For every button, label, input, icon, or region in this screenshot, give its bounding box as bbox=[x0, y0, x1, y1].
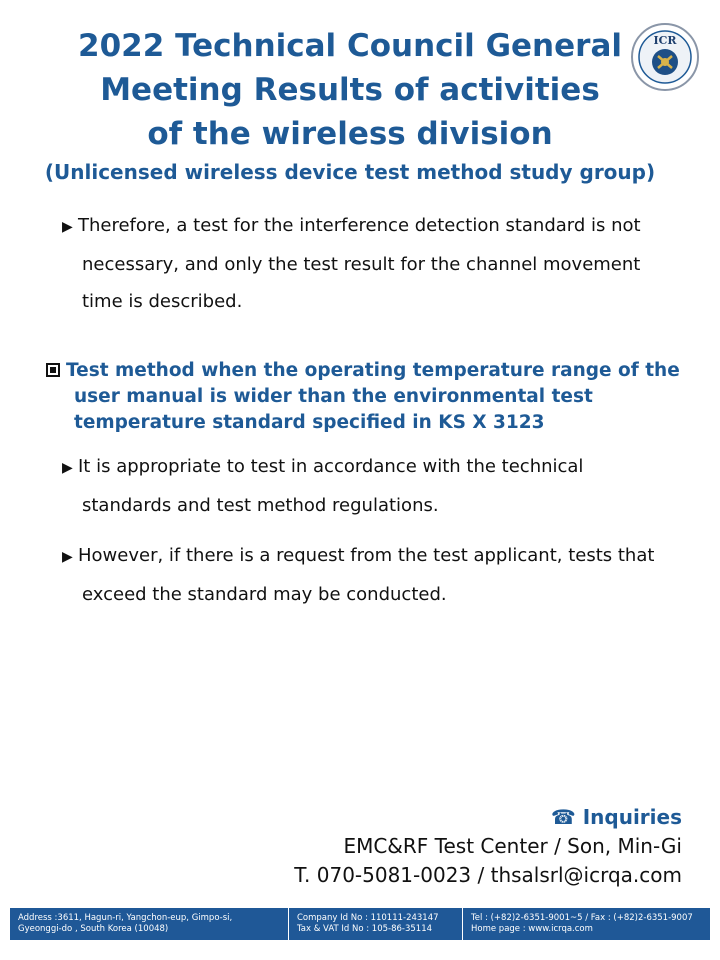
inquiry-block bbox=[294, 803, 682, 890]
footer-address-line-1: Address :3611, Hagun-ri, Yangchon-eup, Gimpo-si, bbox=[18, 913, 233, 923]
paragraph-2 bbox=[62, 448, 682, 524]
section-line-3: temperature standard specified in KS X 3123 bbox=[74, 412, 545, 433]
section-line-2: user manual is wider than the environmental test bbox=[74, 386, 593, 407]
para2-line-1: It is appropriate to test in accordance with the technical bbox=[78, 456, 584, 477]
inquiry-contact-name: EMC&RF Test Center / Son, Min-Gi bbox=[343, 834, 682, 858]
footer-homepage: Home page : www.icrqa.com bbox=[471, 924, 593, 934]
logo-text: ICR bbox=[653, 34, 677, 47]
footer-company-ids bbox=[288, 908, 462, 940]
icr-logo bbox=[630, 22, 700, 92]
inquiry-label: Inquiries bbox=[582, 805, 682, 829]
footer-bar bbox=[10, 908, 710, 940]
section-line-1: Test method when the operating temperature range of the bbox=[66, 360, 680, 381]
para1-line-3: time is described. bbox=[82, 291, 243, 312]
bullet-icon: ▶ bbox=[62, 460, 73, 476]
title-line-1: 2022 Technical Council General bbox=[78, 28, 622, 64]
bullet-icon: ▶ bbox=[62, 219, 73, 235]
footer-contact bbox=[462, 908, 710, 940]
para3-line-1: However, if there is a request from the test applicant, tests that bbox=[78, 545, 655, 566]
title-line-2: Meeting Results of activities bbox=[100, 72, 600, 108]
title-line-3: of the wireless division bbox=[147, 116, 553, 152]
footer-address-line-2: Gyeonggi-do , South Korea (10048) bbox=[18, 924, 169, 934]
para1-line-2: necessary, and only the test result for the channel movement bbox=[82, 254, 641, 275]
page-title bbox=[20, 24, 680, 156]
para2-line-2: standards and test method regulations. bbox=[82, 495, 439, 516]
inquiry-contact-details: T. 070-5081-0023 / thsalsrl@icrqa.com bbox=[294, 863, 682, 887]
section-heading bbox=[46, 358, 686, 436]
page-subtitle: (Unlicensed wireless device test method study group) bbox=[44, 160, 656, 184]
para3-line-2: exceed the standard may be conducted. bbox=[82, 584, 447, 605]
footer-address bbox=[10, 908, 288, 940]
paragraph-1 bbox=[62, 207, 682, 320]
footer-tax-id: Tax & VAT Id No : 105-86-35114 bbox=[297, 924, 433, 934]
phone-icon: ☎ bbox=[550, 805, 576, 829]
inquiry-heading bbox=[294, 803, 682, 832]
para1-line-1: Therefore, a test for the interference detection standard is not bbox=[78, 215, 641, 236]
checkbox-square-icon bbox=[46, 363, 60, 377]
footer-company-id: Company Id No : 110111-243147 bbox=[297, 913, 439, 923]
paragraph-3 bbox=[62, 537, 682, 613]
bullet-icon: ▶ bbox=[62, 549, 73, 565]
footer-tel-fax: Tel : (+82)2-6351-9001~5 / Fax : (+82)2-6351-9007 bbox=[471, 913, 693, 923]
